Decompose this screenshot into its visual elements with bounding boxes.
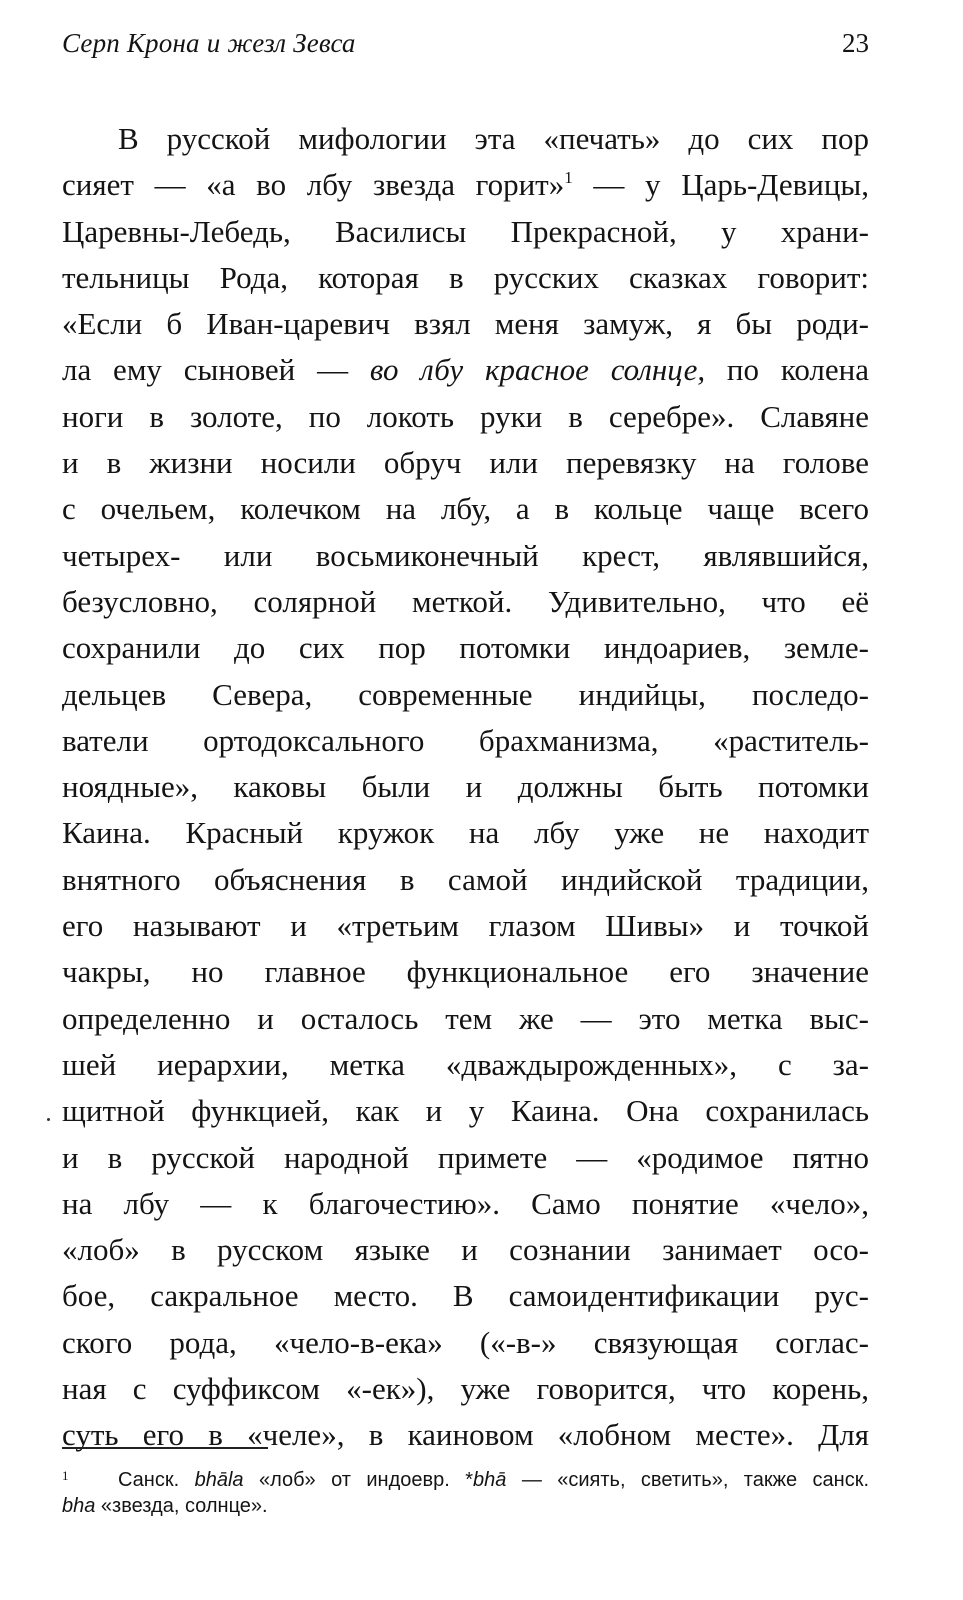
text-line [62, 718, 869, 764]
text-line [62, 1366, 869, 1412]
text-line [62, 625, 869, 671]
text-segment: шей иерархии, метка «дваждырожденных», с за- [62, 1046, 869, 1082]
text-line [62, 255, 869, 301]
italic-text: bha [62, 1495, 96, 1517]
text-segment: и в русской народной примете — «родимое пятно [62, 1139, 869, 1175]
text-segment: бое, сакральное место. В самоидентификации рус- [62, 1278, 869, 1314]
text-segment: — «сиять, светить», также санск. [506, 1469, 870, 1491]
text-line [62, 301, 869, 347]
text-line [62, 533, 869, 579]
text-segment: В русской мифологии эта «печать» до сих пор [118, 121, 869, 156]
text-segment: сияет — «а во лбу звезда горит» [62, 167, 565, 203]
footnote-line [62, 1460, 869, 1491]
text-segment: и в жизни носили обруч или перевязку на голове [62, 445, 869, 481]
text-line [62, 116, 869, 162]
text-segment: его называют и «третьим глазом Шивы» и точкой [62, 908, 869, 944]
text-segment: четырех- или восьмиконечный крест, являвшийся, [62, 537, 869, 573]
footnotes [62, 1460, 869, 1522]
text-line [62, 1135, 869, 1181]
text-segment: Царевны-Лебедь, Василисы Прекрасной, у храни- [62, 213, 869, 249]
text-line [62, 810, 869, 856]
text-segment: «звезда, солнце». [95, 1495, 268, 1517]
text-line [62, 394, 869, 440]
text-segment: ского рода, «чело-в-ека» («-в-» связующая соглас- [62, 1324, 869, 1360]
text-segment: «Если б Иван-царевич взял меня замуж, я бы роди- [62, 306, 869, 342]
text-segment: на лбу — к благочестию». Само понятие «чело», [62, 1185, 869, 1221]
text-segment: дельцев Севера, современные индийцы, последо- [62, 676, 869, 712]
text-segment: по колена [705, 352, 869, 388]
text-segment: щитной функцией, как и у Каина. Она сохранилась [62, 1093, 869, 1129]
text-segment: ноядные», каковы были и должны быть потомки [62, 769, 869, 805]
text-line [62, 486, 869, 532]
text-segment: тельницы Рода, которая в русских сказках говорит: [62, 259, 869, 295]
text-line [62, 1412, 869, 1458]
footnote-rule [62, 1447, 268, 1449]
text-line [62, 672, 869, 718]
text-line [62, 1088, 869, 1134]
text-segment: внятного объяснения в самой индийской традиции, [62, 861, 869, 897]
footnote-reference: 1 [564, 168, 573, 188]
main-text [62, 116, 869, 1459]
running-head-title: Серп Крона и жезл Зевса [62, 28, 356, 58]
text-segment: безусловно, солярной меткой. Удивительно, что её [62, 583, 869, 619]
page-number: 23 [842, 28, 869, 58]
text-line [62, 1273, 869, 1319]
text-line [62, 1042, 869, 1088]
text-line [62, 1227, 869, 1273]
italic-text: bhā [473, 1469, 507, 1491]
footnote-line [62, 1491, 869, 1522]
print-speck [47, 1118, 50, 1121]
text-segment: ла ему сыновей — [62, 352, 370, 388]
text-line [62, 1181, 869, 1227]
text-line [62, 857, 869, 903]
text-segment: чакры, но главное функциональное его значение [62, 954, 869, 990]
text-line [62, 347, 869, 393]
text-segment: Санск. [118, 1469, 195, 1491]
text-segment: ватели ортодоксального брахманизма, «раститель- [62, 722, 869, 758]
text-segment: «лоб» от индоевр. * [243, 1469, 474, 1491]
text-segment: суть его в «челе», в каиновом «лобном месте». Для [62, 1417, 869, 1453]
text-line [62, 162, 869, 208]
footnote-mark: 1 [62, 1468, 69, 1483]
text-segment: сохранили до сих пор потомки индоариев, земле- [62, 630, 869, 666]
text-line [62, 1320, 869, 1366]
text-segment: Каина. Красный кружок на лбу уже не находит [62, 815, 869, 851]
italic-text: bhāla [194, 1469, 244, 1491]
text-line [62, 440, 869, 486]
text-segment: «лоб» в русском языке и сознании занимает осо- [62, 1232, 869, 1268]
text-segment: ноги в золоте, по локоть руки в серебре». Славяне [62, 398, 869, 434]
text-line [62, 764, 869, 810]
text-line [62, 579, 869, 625]
text-segment: — у Царь-Девицы, [572, 167, 869, 203]
text-segment: определенно и осталось тем же — это метка выс- [62, 1000, 869, 1036]
text-segment: ная с суффиксом «-ек»), уже говорится, что корень, [62, 1371, 869, 1407]
text-line [62, 996, 869, 1042]
text-line [62, 949, 869, 995]
text-line [62, 209, 869, 255]
text-segment: с очельем, колечком на лбу, а в кольце чаще всего [62, 491, 869, 527]
italic-text: во лбу красное солнце, [369, 352, 706, 388]
text-line [62, 903, 869, 949]
